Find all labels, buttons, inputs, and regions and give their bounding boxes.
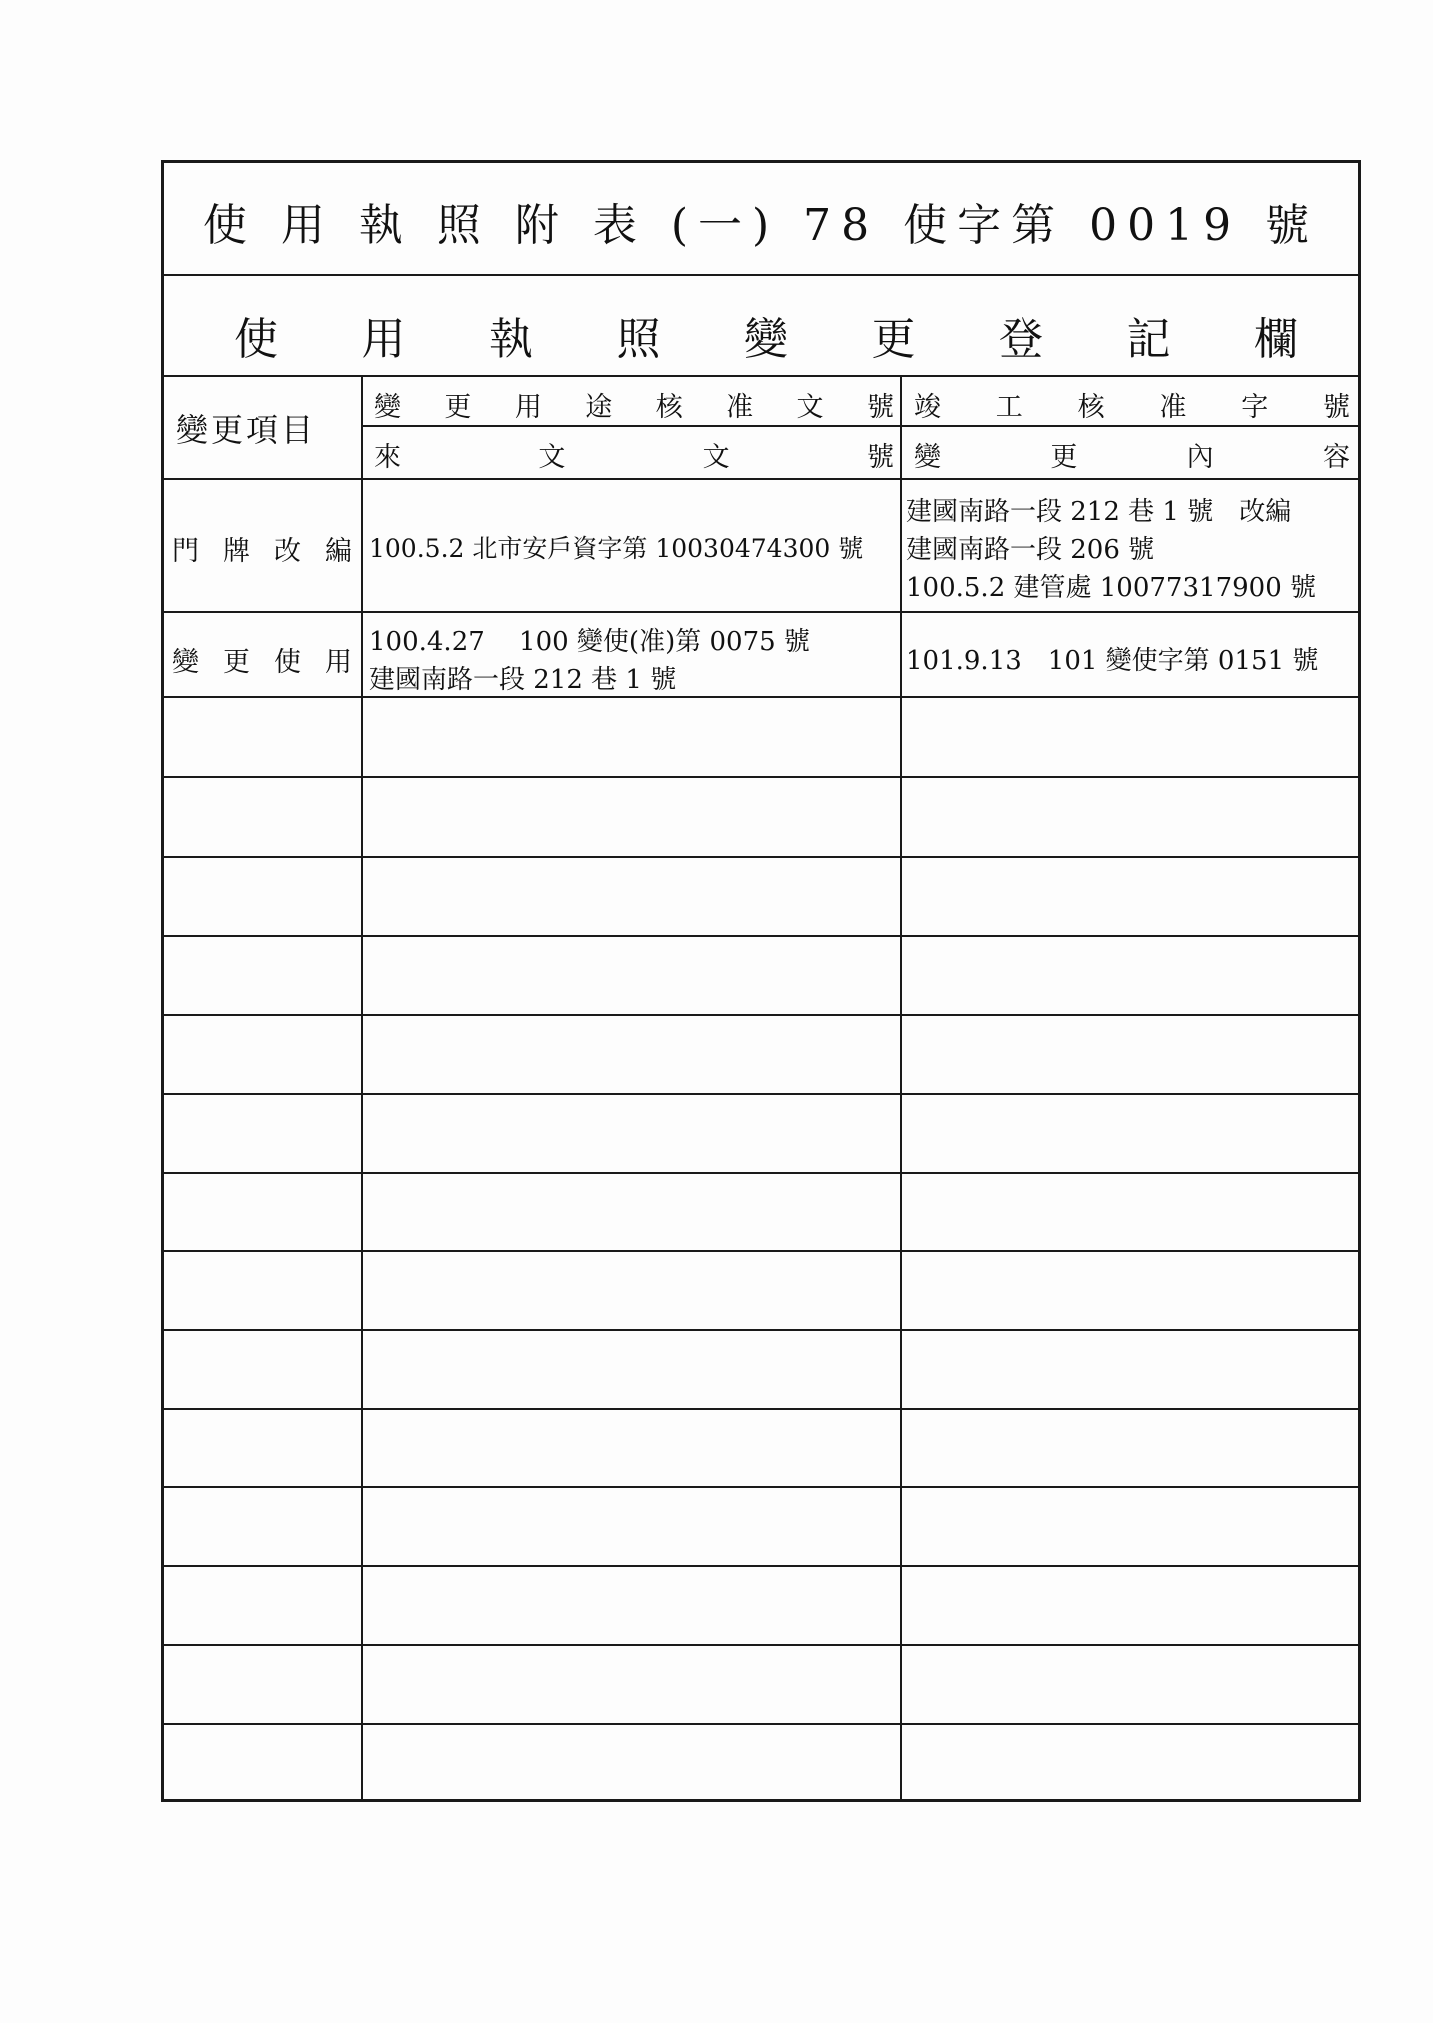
header-char: 准: [726, 392, 754, 423]
section-title-char: 登: [999, 314, 1043, 365]
divider: [164, 478, 1358, 480]
header-char: 容: [1322, 442, 1350, 473]
header-char: 號: [866, 392, 894, 423]
section-title-char: 記: [1126, 314, 1171, 365]
section-title-char: 變: [744, 314, 788, 365]
divider: [164, 1250, 1358, 1252]
column-divider: [900, 375, 902, 1799]
header-col2-bottom: [914, 435, 1350, 474]
divider: [164, 375, 1358, 377]
divider: [164, 274, 1358, 276]
section-title-char: 執: [489, 314, 533, 365]
divider: [164, 1486, 1358, 1488]
registration-form: [161, 160, 1361, 1802]
row-item-label: [172, 640, 352, 679]
header-char: 更: [1050, 442, 1078, 473]
divider: [164, 1014, 1358, 1016]
header-char: 號: [866, 442, 894, 473]
header-char: 竣: [914, 392, 941, 423]
header-char: 文: [538, 442, 566, 473]
header-char: 變: [914, 442, 941, 473]
row-item-label: [172, 529, 352, 568]
section-title-char: 照: [616, 314, 661, 365]
item-char: 變: [172, 647, 199, 678]
header-char: 內: [1186, 442, 1214, 473]
item-char: 更: [223, 647, 250, 678]
header-char: 核: [1077, 392, 1105, 423]
row-col1-line: 建國南路一段 212 巷 1 號: [369, 665, 677, 695]
divider: [164, 1408, 1358, 1410]
divider: [164, 611, 1358, 613]
section-title-char: 用: [361, 314, 406, 365]
row-col1-line: 100.4.27 100 變使(准)第 0075 號: [369, 627, 810, 657]
header-char: 變: [374, 392, 401, 423]
divider: [164, 1093, 1358, 1095]
section-title: [234, 303, 1298, 367]
column-divider: [361, 375, 363, 1799]
header-char: 核: [655, 392, 683, 423]
divider: [361, 425, 1358, 427]
form-title: 使 用 執 照 附 表 (一) 78 使字第 0019 號: [202, 200, 1320, 251]
item-char: 牌: [223, 536, 250, 567]
header-char: 文: [702, 442, 730, 473]
divider: [164, 1329, 1358, 1331]
header-char: 更: [444, 392, 472, 423]
item-char: 改: [274, 536, 301, 567]
header-char: 途: [585, 392, 613, 423]
header-char: 字: [1241, 392, 1269, 423]
item-char: 用: [325, 647, 352, 678]
row-col2-line: 100.5.2 建管處 10077317900 號: [906, 573, 1316, 603]
item-char: 編: [325, 536, 352, 567]
divider: [164, 856, 1358, 858]
row-col2-line: 建國南路一段 206 號: [906, 535, 1155, 565]
divider: [164, 696, 1358, 698]
item-char: 門: [172, 536, 199, 567]
header-col1-top: [374, 385, 894, 424]
row-col1-line: 100.5.2 北市安戶資字第 10030474300 號: [369, 534, 864, 563]
divider: [164, 776, 1358, 778]
header-col2-top: [914, 385, 1350, 424]
header-char: 准: [1159, 392, 1187, 423]
divider: [164, 1565, 1358, 1567]
section-title-char: 使: [234, 314, 278, 365]
header-char: 文: [796, 392, 824, 423]
header-char: 工: [995, 392, 1023, 423]
divider: [164, 1644, 1358, 1646]
header-char: 用: [514, 392, 542, 423]
section-title-char: 更: [871, 314, 916, 365]
header-col1-bottom: [374, 435, 894, 474]
header-char: 來: [374, 442, 401, 473]
section-title-char: 欄: [1254, 314, 1298, 365]
header-item-label: 變更項目: [176, 411, 317, 449]
item-char: 使: [274, 647, 301, 678]
divider: [164, 935, 1358, 937]
divider: [164, 1172, 1358, 1174]
row-col2-line: 建國南路一段 212 巷 1 號 改編: [906, 497, 1292, 527]
header-char: 號: [1322, 392, 1350, 423]
row-col2-line: 101.9.13 101 變使字第 0151 號: [906, 646, 1319, 676]
divider: [164, 1723, 1358, 1725]
